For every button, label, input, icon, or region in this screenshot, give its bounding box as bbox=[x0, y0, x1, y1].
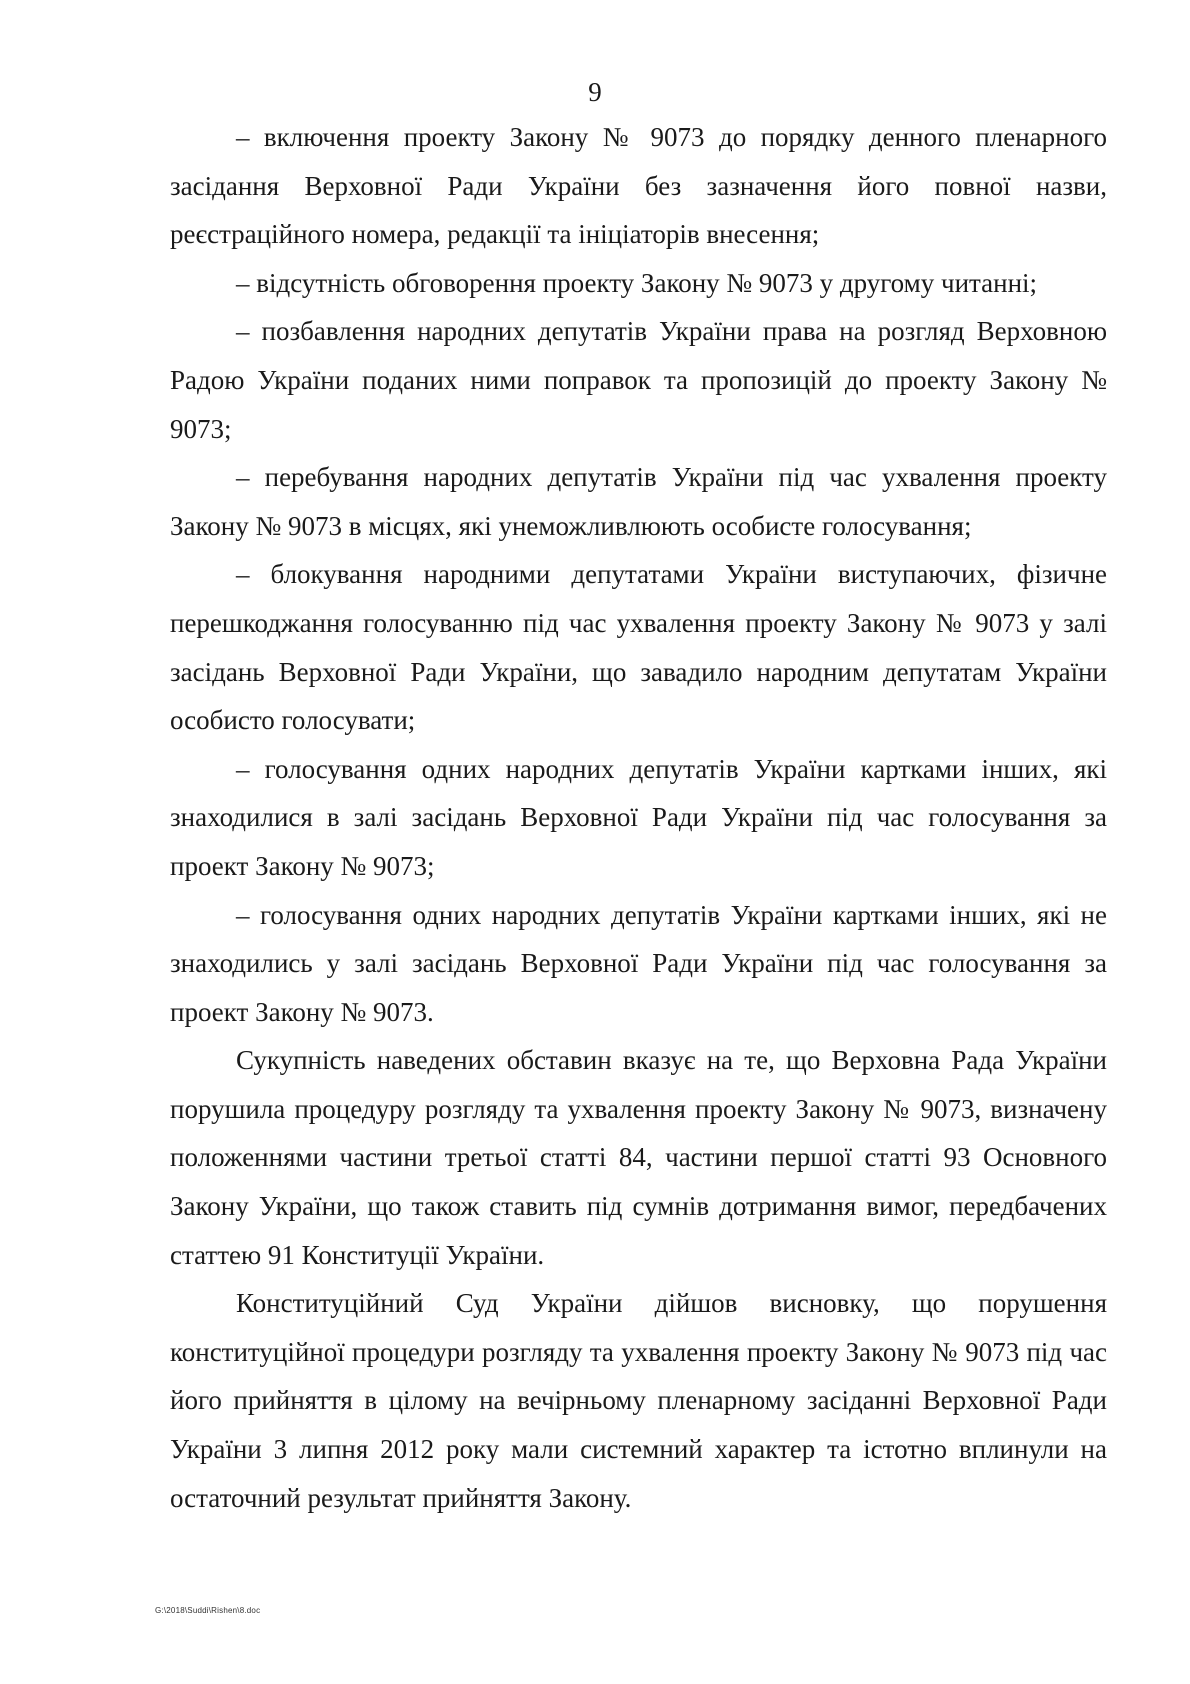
list-item-amendments-deprivation: – позбавлення народних депутатів України права на розгляд Верховною Радою України поданих ними поправок та пропозицій до проекту Закону № 9073; bbox=[170, 316, 1107, 444]
page-number: 9 bbox=[588, 77, 602, 107]
list-item-deputies-location: – перебування народних депутатів України під час ухвалення проекту Закону № 9073 в місцях, які унеможливлюють особисте голосування; bbox=[170, 462, 1107, 541]
list-item-card-voting-absent: – голосування одних народних депутатів України картками інших, які не знаходились у залі засідань Верховної Ради України під час голосування за проект Закону № 9073. bbox=[170, 899, 1107, 1027]
paragraph-conclusion-procedure: Сукупність наведених обставин вказує на те, що Верховна Рада України порушила процедуру розгляду та ухвалення проекту Закону № 9073, визначену положеннями частини третьої статті 84, частини першої статті 93 Основного Закону України, що також ставить під сумнів дотримання вимог, передбачених статтею 91 Конституції України. bbox=[170, 1045, 1107, 1270]
list-item-agenda-inclusion: – включення проекту Закону № 9073 до порядку денного пленарного засідання Верховної Ради України без зазначення його повної назви, реєстраційного номера, редакції та ініціаторів внесення; bbox=[170, 122, 1107, 250]
list-item-card-voting-present: – голосування одних народних депутатів України картками інших, які знаходилися в залі засідань Верховної Ради України під час голосування за проект Закону № 9073; bbox=[170, 753, 1107, 881]
document-body bbox=[170, 113, 1107, 1522]
list-item-blocking: – блокування народними депутатами України виступаючих, фізичне перешкоджання голосуванню під час ухвалення проекту Закону № 9073 у залі засідань Верховної Ради України, що завадило народним депутатам України особисто голосувати; bbox=[170, 559, 1107, 736]
footer-file-path: G:\2018\Suddi\Rishen\8.doc bbox=[155, 1606, 261, 1615]
paragraph-court-conclusion: Конституційний Суд України дійшов висновку, що порушення конституційної процедури розгляду та ухвалення проекту Закону № 9073 під час його прийняття в цілому на вечірньому пленарному засіданні Верховної Ради України 3 липня 2012 року мали системний характер та істотно вплинули на остаточний результат прийняття Закону. bbox=[170, 1288, 1107, 1513]
list-item-no-discussion: – відсутність обговорення проекту Закону № 9073 у другому читанні; bbox=[236, 267, 1038, 298]
